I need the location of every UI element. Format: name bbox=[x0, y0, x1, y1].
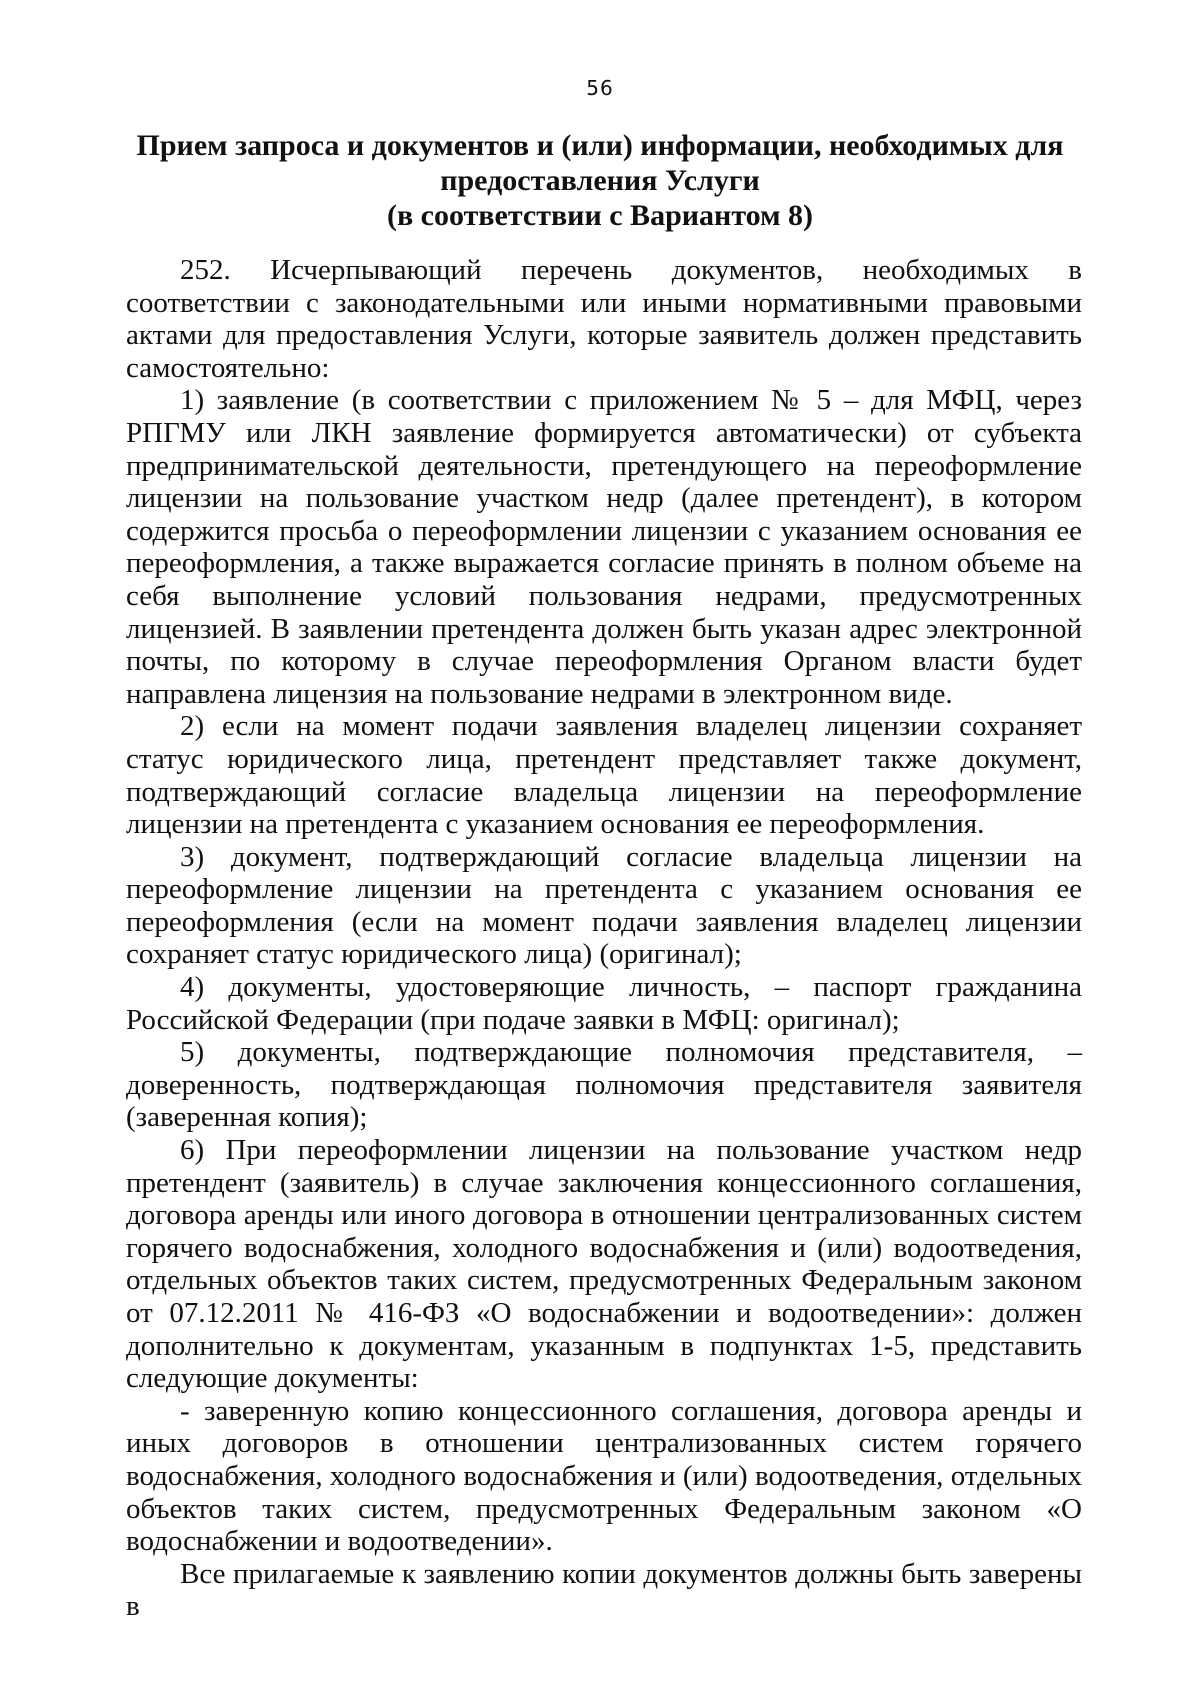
section-heading bbox=[120, 128, 1080, 233]
list-item-3: 3) документ, подтверждающий согласие владельца лицензии на переоформление лицензии на претендента с указанием основания ее переоформления (если на момент подачи заявления владелец лицензии сохраняет статус юридического лица) (оригинал); bbox=[126, 840, 1082, 971]
heading-line-3: (в соответствии с Вариантом 8) bbox=[386, 199, 814, 232]
list-item-2: 2) если на момент подачи заявления владелец лицензии сохраняет статус юридического лица, претендент представляет также документ, подтверждающий согласие владельца лицензии на переоформление лицензии на претендента с указанием основания ее переоформления. bbox=[126, 710, 1082, 841]
list-item-4: 4) документы, удостоверяющие личность, – паспорт гражданина Российской Федерации (при подаче заявки в МФЦ: оригинал); bbox=[126, 971, 1082, 1036]
document-body bbox=[126, 254, 1082, 1623]
list-item-5: 5) документы, подтверждающие полномочия представителя, – доверенность, подтверждающая полномочия представителя заявителя (заверенная копия); bbox=[126, 1036, 1082, 1134]
paragraph-252: 252. Исчерпывающий перечень документов, необходимых в соответствии с законодательными или иными нормативными правовыми актами для предоставления Услуги, которые заявитель должен представить самостоятельно: bbox=[126, 254, 1082, 384]
heading-line-2: предоставления Услуги bbox=[440, 164, 760, 197]
page-number: 56 bbox=[586, 76, 614, 100]
list-item-1: 1) заявление (в соответствии с приложением № 5 – для МФЦ, через РПГМУ или ЛКН заявление формируется автоматически) от субъекта предпринимательской деятельности, претендующего на переоформление лицензии на пользование участком недр (далее претендент), в котором содержится просьба о переоформлении лицензии с указанием основания ее переоформления, а также выражается согласие принять в полном объеме на себя выполнение условий пользования недрами, предусмотренных лицензией. В заявлении претендента должен быть указан адрес электронной почты, по которому в случае переоформления Органом власти будет направлена лицензия на пользование недрами в электронном виде. bbox=[126, 384, 1082, 710]
heading-line-1: Прием запроса и документов и (или) информации, необходимых для bbox=[136, 129, 1064, 162]
closing-paragraph: Все прилагаемые к заявлению копии документов должны быть заверены в bbox=[126, 1557, 1082, 1623]
sub-item-dash: - заверенную копию концессионного соглашения, договора аренды и иных договоров в отношении централизованных систем горячего водоснабжения, холодного водоснабжения и (или) водоотведения, отдельных объектов таких систем, предусмотренных Федеральным законом «О водоснабжении и водоотведении». bbox=[126, 1394, 1082, 1558]
list-item-6: 6) При переоформлении лицензии на пользование участком недр претендент (заявитель) в случае заключения концессионного соглашения, договора аренды или иного договора в отношении централизованных систем горячего водоснабжения, холодного водоснабжения и (или) водоотведения, отдельных объектов таких систем, предусмотренных Федеральным законом от 07.12.2011 № 416-ФЗ «О водоснабжении и водоотведении»: должен дополнительно к документам, указанным в подпунктах 1-5, представить следующие документы: bbox=[126, 1134, 1082, 1395]
